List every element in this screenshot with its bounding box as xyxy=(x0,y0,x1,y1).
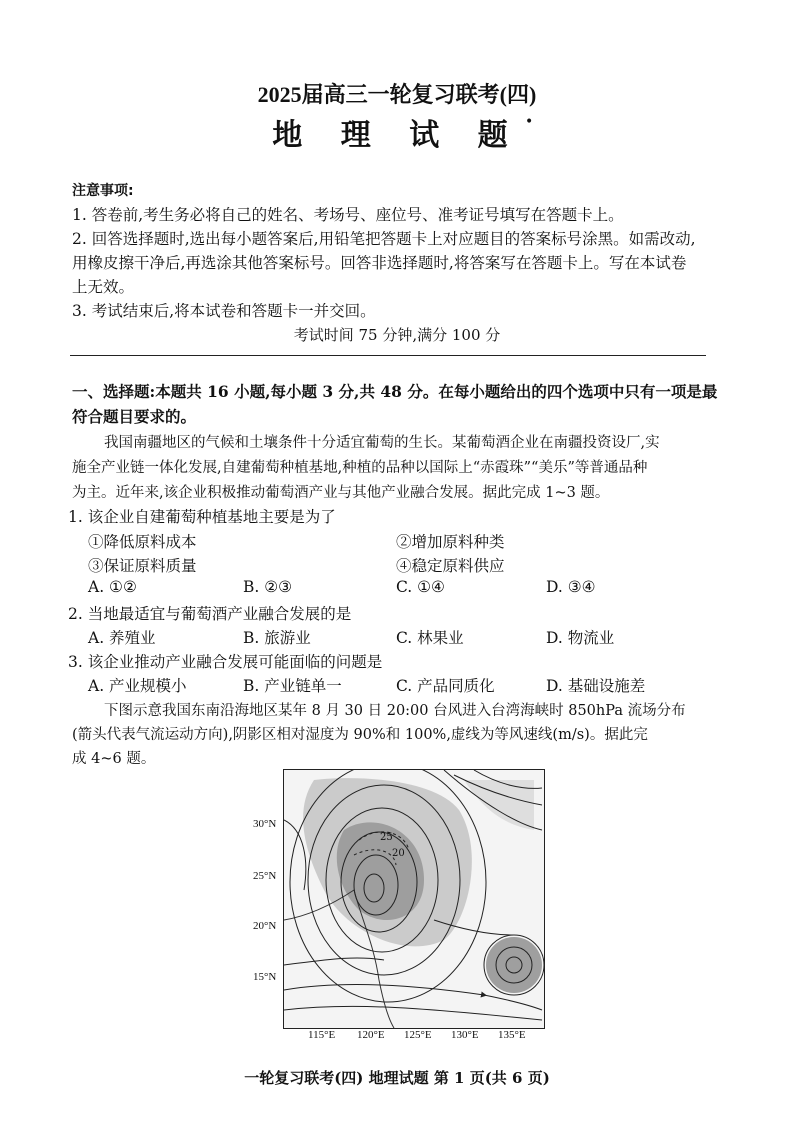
passage-2-line-1: 下图示意我国东南沿海地区某年 8 月 30 日 20:00 台风进入台湾海峡时 850hPa 流场分布 xyxy=(104,703,686,719)
notice-item-2-line-1: 2. 回答选择题时,选出每小题答案后,用铅笔把答题卡上对应题目的答案标号涂黑。如需改动, xyxy=(72,230,696,248)
question-1-stem: 1. 该企业自建葡萄种植基地主要是为了 xyxy=(68,508,336,526)
lon-label-135: 135°E xyxy=(498,1029,526,1041)
lat-label-25: 25°N xyxy=(253,870,277,882)
question-3-option-a[interactable]: A. 产业规模小 xyxy=(88,677,187,695)
isotach-label-25: 25 xyxy=(380,832,393,843)
question-1-option-c[interactable]: C. ①④ xyxy=(396,578,445,596)
lon-label-125: 125°E xyxy=(404,1029,432,1041)
lat-label-15: 15°N xyxy=(253,971,277,983)
isotach-label-20: 20 xyxy=(392,848,405,859)
typhoon-flow-map xyxy=(283,769,545,1029)
exam-title: 2025届高三一轮复习联考(四) xyxy=(257,82,537,107)
question-1-statement-1: ①降低原料成本 xyxy=(88,533,197,551)
question-2-option-b[interactable]: B. 旅游业 xyxy=(243,629,311,647)
lon-label-120: 120°E xyxy=(357,1029,385,1041)
notice-item-2-line-2: 用橡皮擦干净后,再选涂其他答案标号。回答非选择题时,将答案写在答题卡上。写在本试卷 xyxy=(72,254,687,272)
question-2-option-a[interactable]: A. 养殖业 xyxy=(88,629,156,647)
question-2-option-c[interactable]: C. 林果业 xyxy=(396,629,464,647)
lat-label-20: 20°N xyxy=(253,920,277,932)
flow-field-svg xyxy=(284,770,544,1028)
question-1-statement-3: ③保证原料质量 xyxy=(88,557,197,575)
question-1-statement-4: ④稳定原料供应 xyxy=(396,557,505,575)
notice-item-3: 3. 考试结束后,将本试卷和答题卡一并交回。 xyxy=(72,302,376,320)
passage-2-line-3: 成 4~6 题。 xyxy=(72,751,156,767)
lon-label-130: 130°E xyxy=(451,1029,479,1041)
question-3-option-b[interactable]: B. 产业链单一 xyxy=(243,677,342,695)
notice-item-1: 1. 答卷前,考生务必将自己的姓名、考场号、座位号、准考证号填写在答题卡上。 xyxy=(72,206,624,224)
page-footer: 一轮复习联考(四) 地理试题 第 1 页(共 6 页) xyxy=(244,1069,550,1087)
question-2-stem: 2. 当地最适宜与葡萄酒产业融合发展的是 xyxy=(68,605,352,623)
passage-1-line-3: 为主。近年来,该企业积极推动葡萄酒产业与其他产业融合发展。据此完成 1~3 题。 xyxy=(72,485,610,501)
question-1-statement-2: ②增加原料种类 xyxy=(396,533,505,551)
question-1-option-d[interactable]: D. ③④ xyxy=(546,578,596,596)
humidity-shade-east-cyclone xyxy=(486,937,542,993)
question-2-option-d[interactable]: D. 物流业 xyxy=(546,629,615,647)
question-1-option-b[interactable]: B. ②③ xyxy=(243,578,293,596)
notice-heading: 注意事项: xyxy=(72,183,134,199)
passage-2-line-2: (箭头代表气流运动方向),阴影区相对湿度为 90%和 100%,虚线为等风速线(m/s)。据此完 xyxy=(72,727,648,743)
question-3-stem: 3. 该企业推动产业融合发展可能面临的问题是 xyxy=(68,653,383,671)
section-1-line-2: 符合题目要求的。 xyxy=(72,407,197,426)
question-1-option-a[interactable]: A. ①② xyxy=(88,578,137,596)
question-3-option-c[interactable]: C. 产品同质化 xyxy=(396,677,495,695)
lat-label-30: 30°N xyxy=(253,818,277,830)
passage-1-line-1: 我国南疆地区的气候和土壤条件十分适宜葡萄的生长。某葡萄酒企业在南疆投资设厂,实 xyxy=(104,435,660,451)
section-1-line-1: 一、选择题:本题共 16 小题,每小题 3 分,共 48 分。在每小题给出的四个选项中只有一项是最 xyxy=(72,382,718,401)
lon-label-115: 115°E xyxy=(308,1029,336,1041)
subject-title: 地 理 试 题 xyxy=(272,118,522,153)
notice-item-2-line-3: 上无效。 xyxy=(72,278,135,296)
exam-time: 考试时间 75 分钟,满分 100 分 xyxy=(293,326,501,344)
dot-mark: • xyxy=(525,114,534,130)
question-3-option-d[interactable]: D. 基础设施差 xyxy=(546,677,646,695)
divider xyxy=(70,355,706,356)
passage-1-line-2: 施全产业链一体化发展,自建葡萄种植基地,种植的品种以国际上“赤霞珠”“美乐”等普通品种 xyxy=(72,460,648,476)
